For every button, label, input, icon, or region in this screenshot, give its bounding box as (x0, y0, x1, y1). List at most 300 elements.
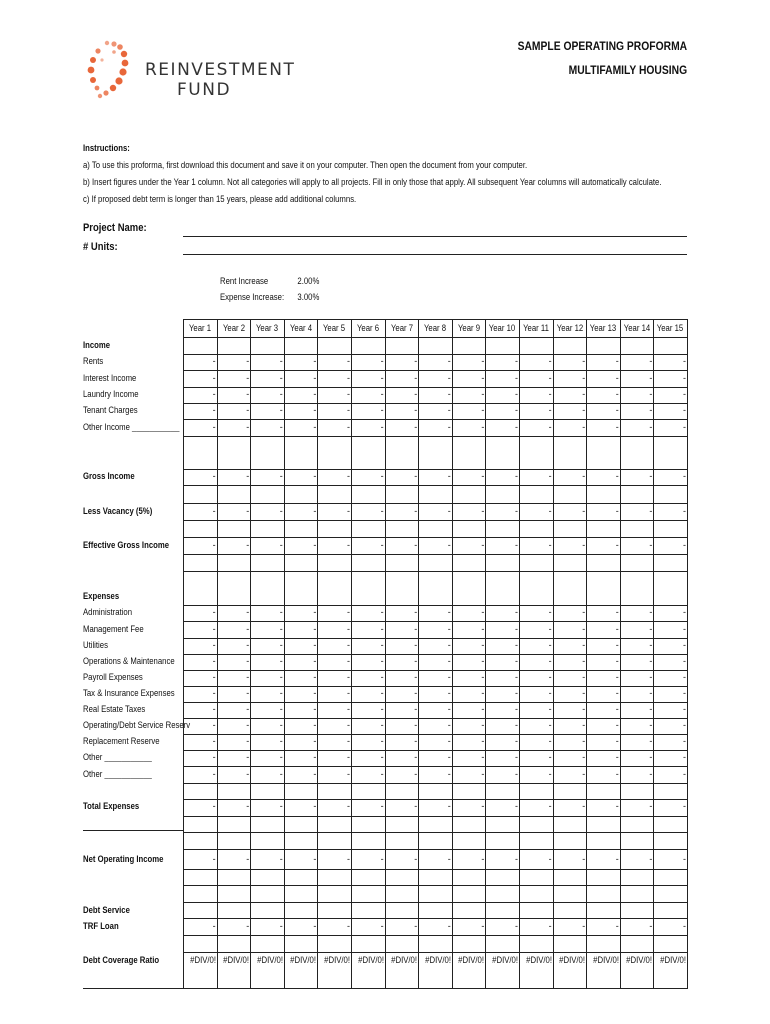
value-cell[interactable]: - (212, 389, 216, 399)
value-cell: - (683, 506, 686, 516)
value-cell: - (246, 607, 250, 617)
value-cell: - (683, 921, 686, 931)
value-cell: - (313, 752, 317, 762)
value-cell: - (347, 640, 350, 650)
value-cell: - (380, 471, 384, 481)
row-divider (183, 832, 687, 833)
value-cell[interactable]: - (212, 373, 216, 383)
row-divider (183, 436, 687, 437)
bottom-divider (83, 988, 687, 989)
expense-increase-label: Expense Increase: (220, 292, 285, 302)
row-label: Utilities (83, 640, 108, 650)
value-cell: - (548, 540, 552, 550)
year-header: Year 9 (457, 323, 480, 333)
value-cell: - (447, 356, 451, 366)
row-label: Debt Service (83, 905, 130, 915)
value-cell[interactable]: - (212, 769, 216, 779)
row-divider (183, 503, 687, 504)
value-cell: - (481, 720, 485, 730)
value-cell: - (548, 801, 552, 811)
value-cell: - (246, 752, 250, 762)
row-divider (183, 537, 687, 538)
value-cell: - (279, 704, 283, 714)
units-label: # Units: (83, 241, 118, 253)
value-cell: - (414, 607, 418, 617)
value-cell: - (279, 506, 283, 516)
value-cell: - (615, 720, 619, 730)
value-cell: - (414, 736, 418, 746)
row-divider (183, 337, 687, 338)
row-divider (183, 654, 687, 655)
value-cell: - (548, 854, 552, 864)
logo-line1: REINVESTMENT (145, 60, 296, 80)
error-cell: #DIV/0! (660, 955, 686, 965)
value-cell: - (548, 720, 552, 730)
value-cell: - (582, 471, 586, 481)
value-cell: - (481, 640, 485, 650)
row-label: Total Expenses (83, 801, 140, 811)
value-cell: - (615, 854, 619, 864)
value-cell: - (447, 769, 451, 779)
value-cell: - (683, 672, 686, 682)
row-label: Operations & Maintenance (83, 656, 175, 666)
value-cell: - (683, 405, 686, 415)
value-cell: - (414, 672, 418, 682)
value-cell: - (548, 736, 552, 746)
value-cell: - (615, 540, 619, 550)
value-cell: - (481, 921, 485, 931)
row-divider (183, 918, 687, 919)
value-cell: - (582, 624, 586, 634)
value-cell: - (515, 752, 518, 762)
row-divider (183, 354, 687, 355)
value-cell: - (615, 356, 619, 366)
value-cell: - (313, 736, 317, 746)
value-cell[interactable]: - (212, 356, 216, 366)
value-cell: - (615, 640, 619, 650)
value-cell: - (649, 607, 653, 617)
value-cell[interactable]: - (212, 801, 216, 811)
value-cell: - (380, 720, 384, 730)
row-divider (183, 935, 687, 936)
error-cell: #DIV/0! (256, 955, 283, 965)
row-divider (183, 849, 687, 850)
row-divider (183, 571, 687, 572)
value-cell: - (279, 921, 283, 931)
units-field[interactable] (183, 254, 687, 255)
value-cell: - (515, 389, 518, 399)
title-line1: SAMPLE OPERATING PROFORMA (517, 39, 687, 53)
year-header: Year 13 (589, 323, 617, 333)
error-cell[interactable]: #DIV/0! (189, 955, 216, 965)
value-cell: - (548, 704, 552, 714)
year-header: Year 12 (556, 323, 583, 333)
value-cell: - (683, 854, 686, 864)
instructions-heading: Instructions: (83, 143, 130, 153)
value-cell: - (481, 704, 485, 714)
value-cell: - (481, 373, 485, 383)
value-cell: - (481, 471, 485, 481)
value-cell: - (246, 640, 250, 650)
value-cell[interactable]: - (212, 704, 216, 714)
proforma-table (183, 319, 687, 989)
value-cell: - (347, 704, 350, 714)
row-divider (183, 799, 687, 800)
value-cell: - (615, 688, 619, 698)
value-cell: - (515, 769, 518, 779)
value-cell: - (246, 801, 250, 811)
year-header: Year 2 (222, 323, 245, 333)
value-cell: - (246, 405, 250, 415)
rent-increase-label: Rent Increase (220, 276, 269, 286)
value-cell: - (615, 752, 619, 762)
value-cell: - (582, 389, 586, 399)
value-cell: - (347, 854, 350, 864)
value-cell: - (615, 607, 619, 617)
value-cell: - (548, 506, 552, 516)
row-divider (183, 319, 687, 320)
value-cell: - (683, 471, 686, 481)
value-cell[interactable]: - (212, 506, 216, 516)
row-divider (183, 686, 687, 687)
project-name-field[interactable] (183, 236, 687, 237)
value-cell: - (515, 704, 518, 714)
value-cell: - (615, 373, 619, 383)
instruction-a: a) To use this proforma, first download this document and save it on your computer. Then open the document from your computer. (83, 160, 528, 170)
value-cell: - (447, 540, 451, 550)
value-cell: - (683, 607, 686, 617)
value-cell: - (548, 471, 552, 481)
value-cell: - (447, 422, 451, 432)
value-cell: - (615, 704, 619, 714)
value-cell[interactable]: - (212, 688, 216, 698)
value-cell: - (548, 356, 552, 366)
value-cell: - (582, 506, 586, 516)
value-cell: - (414, 921, 418, 931)
value-cell: - (649, 769, 653, 779)
value-cell: - (582, 607, 586, 617)
row-divider (183, 419, 687, 420)
value-cell[interactable]: - (212, 405, 216, 415)
value-cell: - (649, 471, 653, 481)
value-cell: - (279, 422, 283, 432)
row-label: Net Operating Income (83, 854, 164, 864)
value-cell: - (414, 389, 418, 399)
value-cell: - (582, 752, 586, 762)
value-cell: - (515, 422, 518, 432)
instruction-c: c) If proposed debt term is longer than 15 years, please add additional columns. (83, 194, 357, 204)
value-cell: - (380, 688, 384, 698)
column-divider (687, 319, 688, 989)
error-cell: #DIV/0! (324, 955, 350, 965)
value-cell: - (414, 540, 418, 550)
value-cell: - (414, 769, 418, 779)
value-cell: - (615, 801, 619, 811)
value-cell: - (582, 356, 586, 366)
value-cell: - (380, 801, 384, 811)
value-cell: - (313, 471, 317, 481)
value-cell: - (380, 672, 384, 682)
value-cell: - (582, 688, 586, 698)
value-cell: - (447, 624, 451, 634)
value-cell: - (279, 405, 283, 415)
value-cell: - (347, 769, 350, 779)
value-cell: - (447, 672, 451, 682)
value-cell: - (683, 389, 686, 399)
error-cell: #DIV/0! (424, 955, 451, 965)
row-divider (183, 638, 687, 639)
value-cell[interactable]: - (212, 656, 216, 666)
value-cell: - (649, 389, 653, 399)
value-cell: - (649, 672, 653, 682)
value-cell: - (347, 921, 350, 931)
value-cell: - (447, 640, 451, 650)
value-cell: - (515, 607, 518, 617)
value-cell: - (683, 752, 686, 762)
value-cell: - (683, 356, 686, 366)
value-cell: - (279, 373, 283, 383)
value-cell: - (246, 356, 250, 366)
value-cell: - (615, 672, 619, 682)
value-cell[interactable]: - (212, 624, 216, 634)
value-cell: - (683, 640, 686, 650)
value-cell[interactable]: - (212, 752, 216, 762)
value-cell: - (548, 769, 552, 779)
value-cell: - (548, 921, 552, 931)
expense-increase-value[interactable]: 3.00% (297, 292, 320, 302)
value-cell: - (246, 736, 250, 746)
value-cell: - (481, 506, 485, 516)
value-cell: - (347, 471, 350, 481)
value-cell: - (683, 624, 686, 634)
value-cell: - (414, 471, 418, 481)
value-cell: - (380, 736, 384, 746)
value-cell: - (414, 704, 418, 714)
value-cell: - (313, 373, 317, 383)
value-cell[interactable]: - (212, 540, 216, 550)
value-cell: - (515, 720, 518, 730)
value-cell: - (649, 506, 653, 516)
value-cell: - (313, 356, 317, 366)
value-cell: - (481, 769, 485, 779)
value-cell: - (447, 471, 451, 481)
value-cell: - (246, 471, 250, 481)
value-cell[interactable]: - (212, 422, 216, 432)
row-label: Tax & Insurance Expenses (83, 688, 175, 698)
error-cell: #DIV/0! (223, 955, 250, 965)
value-cell: - (683, 656, 686, 666)
value-cell: - (313, 704, 317, 714)
value-cell: - (279, 688, 283, 698)
value-cell: - (481, 624, 485, 634)
row-label: Income (83, 340, 111, 350)
value-cell: - (548, 607, 552, 617)
rate-assumptions (220, 273, 319, 305)
value-cell: - (414, 656, 418, 666)
value-cell: - (414, 801, 418, 811)
value-cell: - (548, 640, 552, 650)
value-cell: - (649, 688, 653, 698)
value-cell: - (649, 640, 653, 650)
row-label: TRF Loan (83, 921, 119, 931)
value-cell: - (683, 688, 686, 698)
value-cell: - (582, 640, 586, 650)
value-cell: - (246, 422, 250, 432)
value-cell: - (649, 801, 653, 811)
row-divider (183, 734, 687, 735)
value-cell: - (515, 921, 518, 931)
error-cell: #DIV/0! (559, 955, 586, 965)
error-cell: #DIV/0! (290, 955, 317, 965)
value-cell: - (313, 607, 317, 617)
value-cell: - (447, 506, 451, 516)
row-divider (183, 816, 687, 817)
error-cell: #DIV/0! (525, 955, 552, 965)
value-cell: - (447, 373, 451, 383)
value-cell: - (347, 656, 350, 666)
value-cell: - (582, 672, 586, 682)
value-cell: - (683, 769, 686, 779)
value-cell: - (347, 672, 350, 682)
value-cell: - (380, 704, 384, 714)
value-cell: - (548, 389, 552, 399)
row-label: Rents (83, 356, 104, 366)
value-cell: - (515, 854, 518, 864)
value-cell: - (313, 506, 317, 516)
value-cell[interactable]: - (212, 607, 216, 617)
value-cell: - (649, 656, 653, 666)
row-label: Other Income ___________ (83, 422, 180, 432)
row-label: Replacement Reserve (83, 736, 160, 746)
value-cell: - (347, 422, 350, 432)
logo-line2: FUND (177, 80, 232, 100)
value-cell: - (313, 769, 317, 779)
value-cell: - (347, 405, 350, 415)
value-cell: - (380, 422, 384, 432)
value-cell: - (347, 540, 350, 550)
value-cell: - (582, 921, 586, 931)
error-cell: #DIV/0! (626, 955, 653, 965)
row-label: Interest Income (83, 373, 137, 383)
value-cell: - (615, 769, 619, 779)
row-divider (183, 520, 687, 521)
value-cell: - (582, 854, 586, 864)
year-header: Year 8 (424, 323, 447, 333)
value-cell: - (683, 373, 686, 383)
value-cell: - (582, 801, 586, 811)
value-cell: - (649, 752, 653, 762)
row-divider (183, 869, 687, 870)
value-cell: - (313, 422, 317, 432)
value-cell: - (380, 921, 384, 931)
year-header: Year 10 (489, 323, 516, 333)
value-cell[interactable]: - (212, 640, 216, 650)
year-header: Year 14 (623, 323, 650, 333)
value-cell: - (313, 672, 317, 682)
value-cell: - (515, 506, 518, 516)
value-cell: - (615, 624, 619, 634)
value-cell: - (548, 624, 552, 634)
value-cell: - (246, 854, 250, 864)
value-cell: - (313, 801, 317, 811)
value-cell: - (347, 624, 350, 634)
value-cell: - (515, 356, 518, 366)
value-cell: - (515, 656, 518, 666)
value-cell: - (683, 540, 686, 550)
row-divider (183, 750, 687, 751)
value-cell: - (582, 422, 586, 432)
title-line2: MULTIFAMILY HOUSING (568, 63, 687, 77)
value-cell: - (246, 540, 250, 550)
value-cell: - (380, 854, 384, 864)
value-cell[interactable]: - (212, 736, 216, 746)
value-cell: - (683, 736, 686, 746)
value-cell: - (347, 373, 350, 383)
value-cell: - (246, 704, 250, 714)
value-cell[interactable]: - (212, 921, 216, 931)
row-label: Debt Coverage Ratio (83, 955, 160, 965)
error-cell: #DIV/0! (458, 955, 485, 965)
year-header: Year 3 (256, 323, 279, 333)
value-cell[interactable]: - (212, 471, 216, 481)
value-cell: - (347, 356, 350, 366)
row-label: Other ___________ (83, 752, 152, 762)
value-cell: - (279, 624, 283, 634)
value-cell: - (548, 672, 552, 682)
value-cell: - (313, 720, 317, 730)
value-cell: - (447, 704, 451, 714)
value-cell: - (683, 422, 686, 432)
row-divider (183, 485, 687, 486)
value-cell: - (347, 720, 350, 730)
row-divider (183, 718, 687, 719)
value-cell: - (615, 389, 619, 399)
value-cell[interactable]: - (212, 672, 216, 682)
row-label: Effective Gross Income (83, 540, 170, 550)
row-divider (183, 702, 687, 703)
value-cell: - (481, 736, 485, 746)
value-cell: - (279, 801, 283, 811)
value-cell: - (279, 540, 283, 550)
value-cell: - (515, 471, 518, 481)
row-divider (183, 605, 687, 606)
value-cell: - (615, 506, 619, 516)
value-cell: - (447, 854, 451, 864)
value-cell: - (615, 736, 619, 746)
value-cell: - (649, 540, 653, 550)
value-cell: - (481, 356, 485, 366)
value-cell: - (313, 640, 317, 650)
value-cell: - (279, 720, 283, 730)
year-header: Year 15 (657, 323, 684, 333)
value-cell[interactable]: - (212, 720, 216, 730)
value-cell: - (582, 405, 586, 415)
value-cell: - (649, 921, 653, 931)
value-cell: - (481, 607, 485, 617)
value-cell: - (246, 656, 250, 666)
value-cell[interactable]: - (212, 854, 216, 864)
value-cell: - (279, 752, 283, 762)
value-cell: - (279, 471, 283, 481)
row-divider (183, 387, 687, 388)
rent-increase-value[interactable]: 2.00% (297, 276, 320, 286)
value-cell: - (380, 389, 384, 399)
value-cell: - (380, 356, 384, 366)
value-cell: - (279, 640, 283, 650)
row-divider (183, 670, 687, 671)
value-cell: - (347, 506, 350, 516)
value-cell: - (279, 854, 283, 864)
